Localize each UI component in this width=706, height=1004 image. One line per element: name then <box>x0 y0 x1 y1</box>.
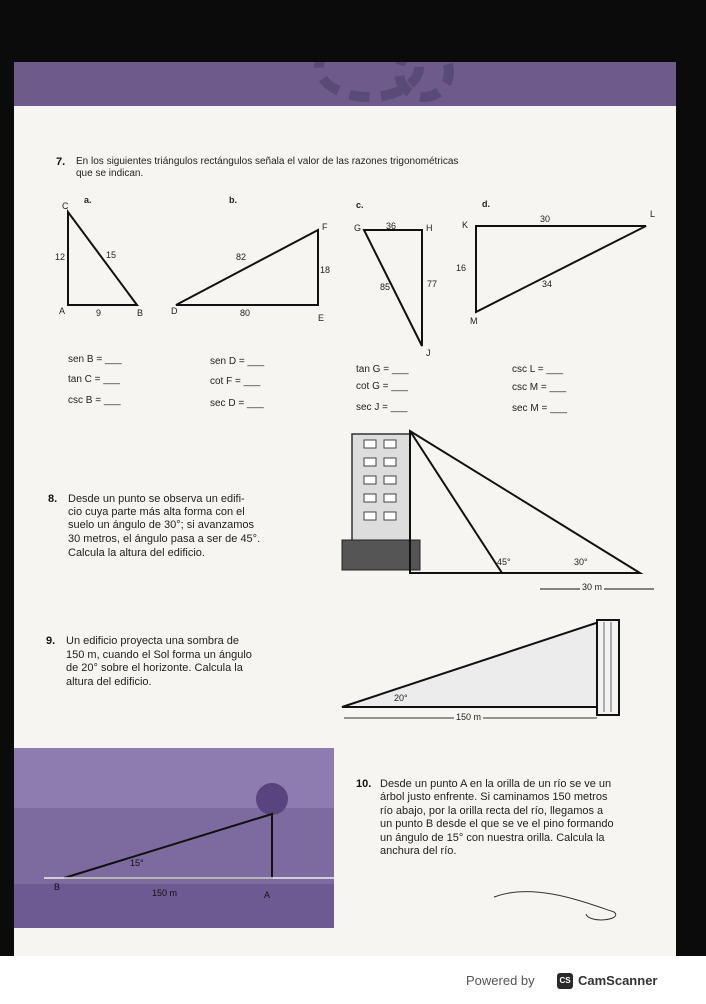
label-a: a. <box>84 195 92 205</box>
vertex-J: J <box>426 348 431 358</box>
ratio-c-3: sec J = ___ <box>356 402 408 413</box>
powered-by-label: Powered by <box>466 973 535 988</box>
pencil-scribble <box>494 892 616 920</box>
side-30: 30 <box>540 214 551 224</box>
vertex-D: D <box>171 306 178 316</box>
ratio-c-1: tan G = ___ <box>356 364 409 375</box>
side-16: 16 <box>456 263 467 273</box>
side-12: 12 <box>55 252 66 262</box>
p9-angle: 20° <box>394 693 408 703</box>
p10-A: A <box>264 890 271 900</box>
ratio-b-2: cot F = ___ <box>210 376 261 387</box>
p8-line5: Calcula la altura del edificio. <box>68 547 205 559</box>
ratio-a-2: tan C = ___ <box>68 374 120 385</box>
building-9 <box>597 620 619 715</box>
p9-line1: Un edificio proyecta una sombra de <box>66 635 240 647</box>
side-77: 77 <box>427 279 438 289</box>
vertex-B: B <box>137 308 144 318</box>
p9-line3: de 20° sobre el horizonte. Calcula la <box>66 662 243 674</box>
p10-dist: 150 m <box>152 888 178 898</box>
triangle-c <box>364 230 422 346</box>
p10-angle: 15° <box>130 858 144 868</box>
vertex-E: E <box>318 313 325 323</box>
ratio-d-1: csc L = ___ <box>512 364 564 375</box>
triangle-d <box>476 226 646 312</box>
label-d: d. <box>482 199 490 209</box>
camscanner-brand: CamScanner <box>578 973 658 988</box>
side-15: 15 <box>106 250 117 260</box>
vertex-L: L <box>650 209 656 219</box>
side-34: 34 <box>542 279 553 289</box>
p8-line4: 30 metros, el ángulo pasa a ser de 45°. <box>68 533 261 545</box>
p8-number: 8. <box>48 493 58 505</box>
vertex-G: G <box>354 223 362 233</box>
p10-line6: anchura del río. <box>380 845 457 857</box>
p10-B: B <box>54 882 61 892</box>
ratio-b-1: sen D = ___ <box>210 356 265 367</box>
scanned-page <box>14 62 676 956</box>
p10-line2: árbol justo enfrente. Si caminamos 150 metros <box>380 791 608 803</box>
line-45 <box>410 431 502 573</box>
p9-number: 9. <box>46 635 56 647</box>
side-85: 85 <box>380 282 391 292</box>
triangle-a <box>68 212 137 305</box>
vertex-K: K <box>462 220 469 230</box>
vertex-A: A <box>59 306 66 316</box>
p10-line5: un ángulo de 15° con nuestra orilla. Calcula la <box>380 832 605 844</box>
p10-line3: río abajo, por la orilla recta del río, llegamos a <box>380 805 604 817</box>
p8-angle45: 45° <box>497 557 511 567</box>
p7-line1: En los siguientes triángulos rectángulos señala el valor de las razones trigonométricas <box>76 156 459 167</box>
p8-dist: 30 m <box>582 582 603 592</box>
side-9: 9 <box>96 308 102 318</box>
camscanner-logo-icon: CS <box>557 973 573 989</box>
p9-line2: 150 m, cuando el Sol forma un ángulo <box>66 649 252 661</box>
ratio-a-3: csc B = ___ <box>68 395 121 406</box>
vertex-C: C <box>62 201 69 211</box>
triangle-b <box>176 230 318 305</box>
p10-line1: Desde un punto A en la orilla de un río se ve un <box>380 778 612 790</box>
side-82: 82 <box>236 252 247 262</box>
p8-line1: Desde un punto se observa un edifi- <box>68 493 245 505</box>
p10-line4: un punto B desde el que se ve el pino formando <box>380 818 614 830</box>
label-c: c. <box>356 200 364 210</box>
vertex-M: M <box>470 316 478 326</box>
ratio-c-2: cot G = ___ <box>356 381 408 392</box>
label-b: b. <box>229 195 237 205</box>
p7-line2: que se indican. <box>76 168 144 179</box>
vertex-F: F <box>322 222 328 232</box>
p7-number: 7. <box>56 156 66 168</box>
tree <box>256 783 288 815</box>
triangle-8-outer <box>410 431 640 573</box>
p8-line3: suelo un ángulo de 30°; si avanzamos <box>68 519 255 531</box>
triangle-9 <box>342 622 599 707</box>
ratio-d-2: csc M = ___ <box>512 382 567 393</box>
ratio-b-3: sec D = ___ <box>210 398 264 409</box>
p9-line4: altura del edificio. <box>66 676 152 688</box>
p8-angle30: 30° <box>574 557 588 567</box>
ratio-d-3: sec M = ___ <box>512 403 567 414</box>
vertex-H: H <box>426 223 433 233</box>
p8-line2: cio cuya parte más alta forma con el <box>68 506 245 518</box>
side-18: 18 <box>320 265 331 275</box>
side-80: 80 <box>240 308 251 318</box>
ratio-a-1: sen B = ___ <box>68 354 122 365</box>
p9-dist: 150 m <box>456 712 482 722</box>
side-36: 36 <box>386 221 397 231</box>
building-8 <box>342 434 420 570</box>
p10-number: 10. <box>356 778 372 790</box>
